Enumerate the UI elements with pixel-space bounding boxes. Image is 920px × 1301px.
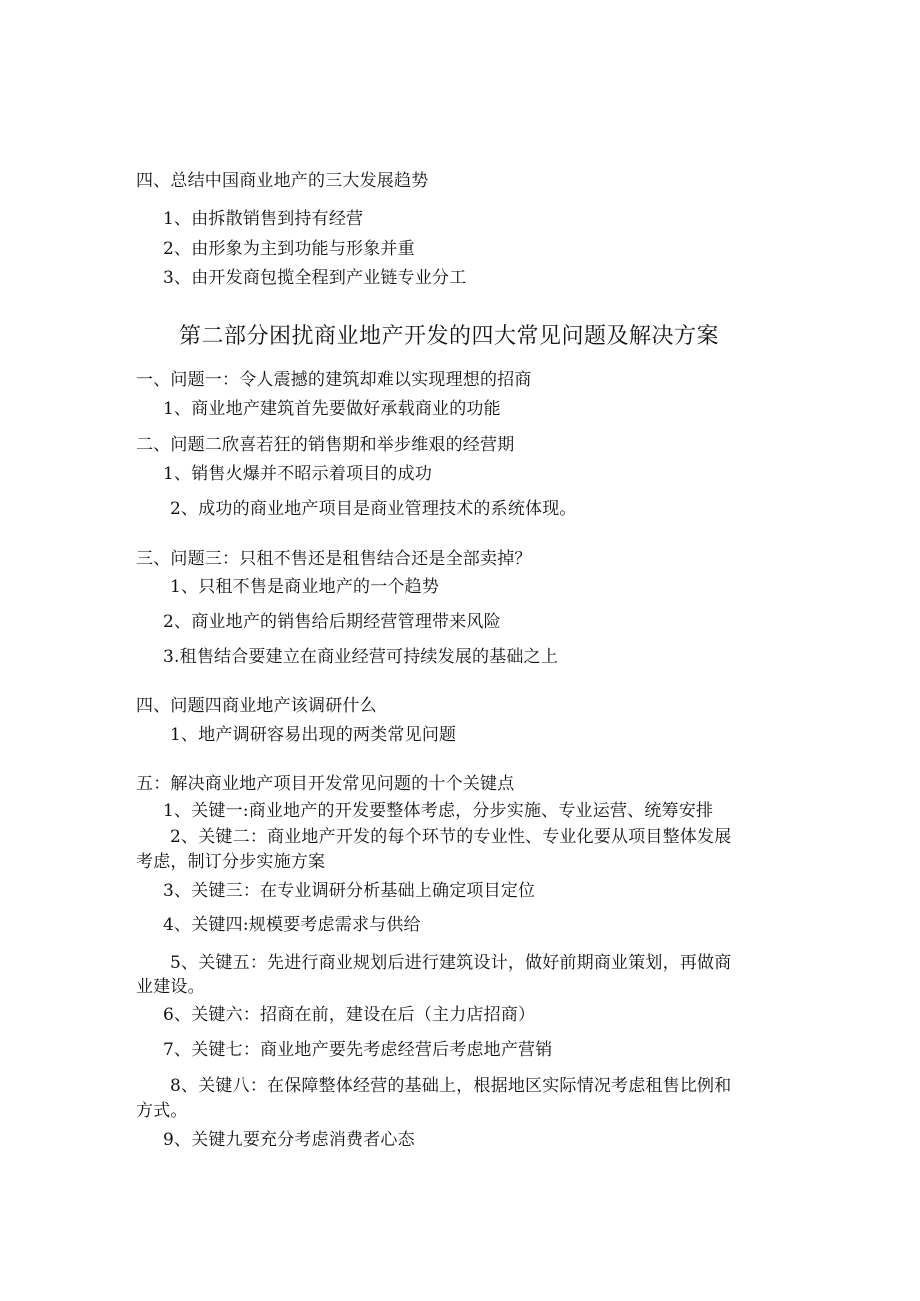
q4-heading: 四、问题四商业地产该调研什么 xyxy=(136,696,377,716)
q4-item-1: 1、地产调研容易出现的两类常见问题 xyxy=(170,725,457,745)
section4-heading: 四、总结中国商业地产的三大发展趋势 xyxy=(136,171,429,191)
trend-item-3: 3、由开发商包揽全程到产业链专业分工 xyxy=(163,268,467,288)
part2-title: 第二部分困扰商业地产开发的四大常见问题及解决方案 xyxy=(179,324,720,349)
q3-item-1: 1、只租不售是商业地产的一个趋势 xyxy=(170,577,440,597)
key-6: 6、关键六：招商在前，建设在后（主力店招商） xyxy=(163,1005,536,1025)
key-9: 9、关键九要充分考虑消费者心态 xyxy=(163,1130,415,1150)
keys-heading: 五：解决商业地产项目开发常见问题的十个关键点 xyxy=(136,774,515,794)
q2-heading: 二、问题二欣喜若狂的销售期和举步维艰的经营期 xyxy=(136,435,515,455)
q1-heading: 一、问题一：令人震撼的建筑却难以实现理想的招商 xyxy=(136,370,532,390)
key-2-line-1: 2、关键二：商业地产开发的每个环节的专业性、专业化要从项目整体发展 xyxy=(170,827,732,847)
key-7: 7、关键七：商业地产要先考虑经营后考虑地产营销 xyxy=(163,1040,553,1060)
q3-heading: 三、问题三：只租不售还是租售结合还是全部卖掉？ xyxy=(136,549,532,569)
key-2-line-2: 考虑，制订分步实施方案 xyxy=(136,852,326,872)
q2-item-1: 1、销售火爆并不昭示着项目的成功 xyxy=(163,464,433,484)
key-3: 3、关键三：在专业调研分析基础上确定项目定位 xyxy=(163,881,536,901)
key-5-line-1: 5、关键五：先进行商业规划后进行建筑设计，做好前期商业策划，再做商 xyxy=(170,953,732,973)
trend-item-1: 1、由拆散销售到持有经营 xyxy=(163,209,364,229)
q3-item-3: 3.租售结合要建立在商业经营可持续发展的基础之上 xyxy=(163,647,559,667)
q1-item-1: 1、商业地产建筑首先要做好承载商业的功能 xyxy=(163,399,501,419)
trend-item-2: 2、由形象为主到功能与形象并重 xyxy=(163,239,415,259)
q2-item-2: 2、成功的商业地产项目是商业管理技术的系统体现。 xyxy=(170,499,577,519)
q3-item-2: 2、商业地产的销售给后期经营管理带来风险 xyxy=(163,612,501,632)
key-5-line-2: 业建设。 xyxy=(136,977,205,997)
key-8-line-1: 8、关键八：在保障整体经营的基础上，根据地区实际情况考虑租售比例和 xyxy=(170,1076,732,1096)
key-4: 4、关键四:规模要考虑需求与供给 xyxy=(163,915,421,935)
key-8-line-2: 方式。 xyxy=(136,1101,188,1121)
key-1: 1、关键一:商业地产的开发要整体考虑，分步实施、专业运营、统筹安排 xyxy=(163,801,714,821)
